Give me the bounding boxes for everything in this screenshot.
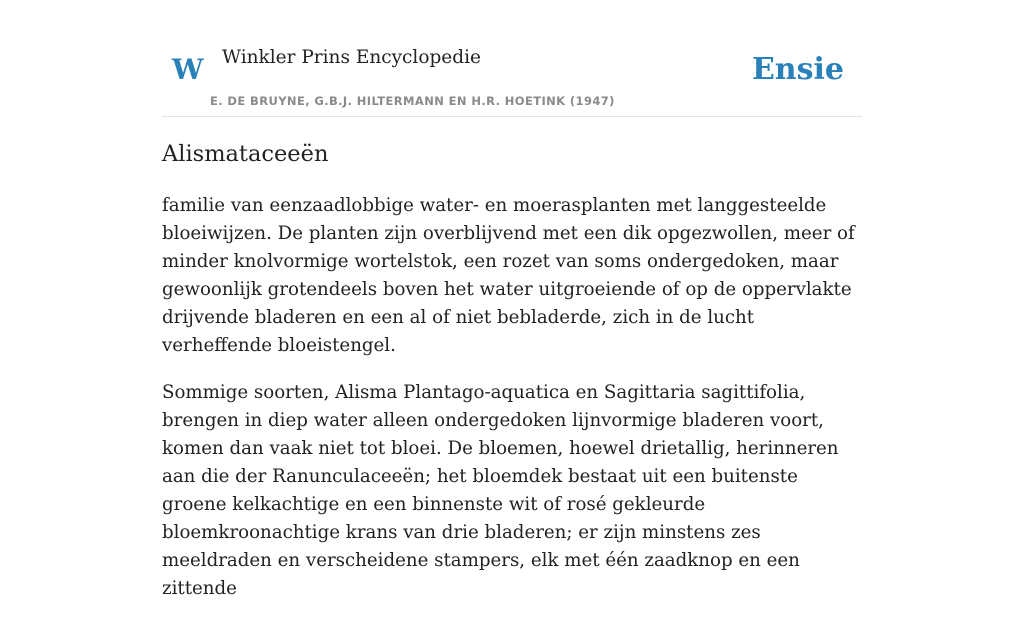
entry-title: Alismataceeën xyxy=(162,141,329,167)
source-logo[interactable]: W xyxy=(172,53,204,86)
body-paragraph: Sommige soorten, Alisma Plantago-aquatica en Sagittaria sagittifolia, brengen in diep water alleen ondergedoken lijnvormige bladeren voort, komen dan vaak niet tot bloei. De bloemen, hoewel drietallig, herinneren aan die der Ranunculaceeën; het bloemdek bestaat uit een buitenste groene kelkachtige en een binnenste wit of rosé gekleurde bloemkroonachtige krans van drie bladeren; er zijn minstens zes meeldraden en verscheidene stampers, elk met één zaadknop en een zittende xyxy=(162,382,839,599)
source-authors: E. DE BRUYNE, G.B.J. HILTERMANN EN H.R. HOETINK (1947) xyxy=(210,94,615,108)
source-title[interactable]: Winkler Prins Encyclopedie xyxy=(222,47,481,68)
source-header xyxy=(162,0,862,117)
brand-logo[interactable]: Ensie xyxy=(751,52,844,87)
entry-body xyxy=(162,192,868,622)
body-paragraph: familie van eenzaadlobbige water- en moerasplanten met langgesteelde bloeiwijzen. De planten zijn overblijvend met een dik opgezwollen, meer of minder knolvormige wortelstok, een rozet van soms ondergedoken, maar gewoonlijk grotendeels boven het water uitgroeiende of op de oppervlakte drijvende bladeren en een al of niet bebladerde, zich in de lucht verheffende bloeistengel. xyxy=(162,195,855,356)
